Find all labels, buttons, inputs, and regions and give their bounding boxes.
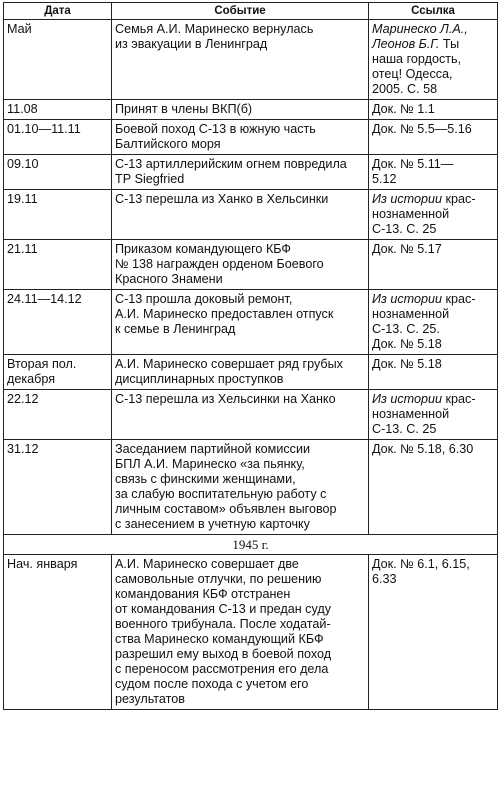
event-cell: А.И. Маринеско совершает две самовольные отлучки, по решению командования КБФ отстранен от командования С-13 и предан суду военного трибунала. После ходатай- ства Маринеско командующий КБФ разрешил ему выход в боевой поход с переносом рассмотрения его дела судом после похода с учетом его результатов [112, 555, 369, 710]
date-cell: Нач. января [4, 555, 112, 710]
date-cell: 21.11 [4, 240, 112, 290]
date-cell: 31.12 [4, 440, 112, 535]
reference-italic: Из истории [372, 292, 443, 306]
header-date: Дата [4, 3, 112, 20]
reference-text: крас- нознаменной С-13. С. 25. Док. № 5.18 [372, 292, 476, 351]
reference-italic: Из истории [372, 392, 443, 406]
table-row [4, 190, 498, 240]
reference-text: Док. № 5.18 [372, 357, 442, 371]
reference-text: Док. № 1.1 [372, 102, 435, 116]
reference-text: Док. № 5.18, 6.30 [372, 442, 474, 456]
table-row [4, 440, 498, 535]
date-cell: 24.11—14.12 [4, 290, 112, 355]
event-cell: Семья А.И. Маринеско вернулась из эвакуации в Ленинград [112, 20, 369, 100]
event-cell: Принят в члены ВКП(б) [112, 100, 369, 120]
table-body [4, 20, 498, 710]
table-row [4, 20, 498, 100]
document-page [3, 2, 497, 710]
year-row [4, 535, 498, 555]
date-cell: 19.11 [4, 190, 112, 240]
reference-cell [369, 555, 498, 710]
table-row [4, 120, 498, 155]
table-row [4, 390, 498, 440]
reference-cell [369, 390, 498, 440]
event-cell: А.И. Маринеско совершает ряд грубых дисциплинарных проступков [112, 355, 369, 390]
date-cell: 11.08 [4, 100, 112, 120]
header-event: Событие [112, 3, 369, 20]
table-row [4, 240, 498, 290]
event-cell: С-13 перешла из Хельсинки на Ханко [112, 390, 369, 440]
date-cell: 01.10—11.11 [4, 120, 112, 155]
reference-cell [369, 120, 498, 155]
reference-text: крас- нознаменной С-13. С. 25 [372, 392, 476, 436]
date-cell: Май [4, 20, 112, 100]
date-cell: Вторая пол. декабря [4, 355, 112, 390]
reference-cell [369, 20, 498, 100]
reference-italic: Маринеско Л.А., Леонов Б.Г. [372, 22, 468, 51]
table-row [4, 100, 498, 120]
table-row [4, 555, 498, 710]
reference-cell [369, 190, 498, 240]
reference-text: Док. № 5.17 [372, 242, 442, 256]
chronology-table [3, 2, 498, 710]
reference-italic: Из истории [372, 192, 443, 206]
event-cell: Приказом командующего КБФ № 138 награжден орденом Боевого Красного Знамени [112, 240, 369, 290]
reference-text: Док. № 6.1, 6.15, 6.33 [372, 557, 470, 586]
date-cell: 22.12 [4, 390, 112, 440]
event-cell: Заседанием партийной комиссии БПЛ А.И. Маринеско «за пьянку, связь с финскими женщинами, за слабую воспитательную работу с личным составом» объявлен выговор с занесением в учетную карточку [112, 440, 369, 535]
header-row [4, 3, 498, 20]
reference-text: Док. № 5.5—5.16 [372, 122, 472, 136]
table-row [4, 355, 498, 390]
event-cell: С-13 артиллерийским огнем повредила ТР Siegfried [112, 155, 369, 190]
reference-cell [369, 290, 498, 355]
date-cell: 09.10 [4, 155, 112, 190]
reference-text: Док. № 5.11— 5.12 [372, 157, 454, 186]
reference-cell [369, 440, 498, 535]
header-ref: Ссылка [369, 3, 498, 20]
table-row [4, 155, 498, 190]
year-divider: 1945 г. [4, 535, 498, 555]
reference-cell [369, 100, 498, 120]
event-cell: С-13 прошла доковый ремонт, А.И. Маринеско предоставлен отпуск к семье в Ленинград [112, 290, 369, 355]
event-cell: Боевой поход С-13 в южную часть Балтийского моря [112, 120, 369, 155]
event-cell: С-13 перешла из Ханко в Хельсинки [112, 190, 369, 240]
reference-text: крас- нознаменной С-13. С. 25 [372, 192, 476, 236]
reference-cell [369, 155, 498, 190]
table-row [4, 290, 498, 355]
reference-cell [369, 240, 498, 290]
reference-text: Ты наша гордость, отец! Одесса, 2005. С. 58 [372, 37, 462, 96]
reference-cell [369, 355, 498, 390]
